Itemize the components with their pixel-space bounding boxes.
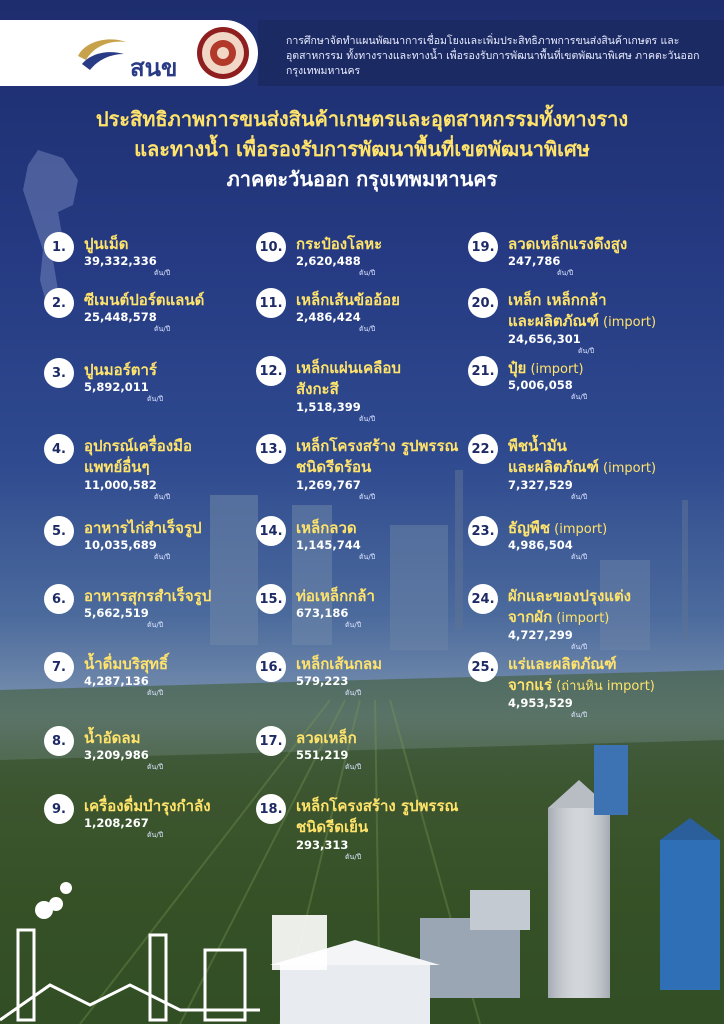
item-number-badge: 12. (256, 356, 286, 386)
item-unit: ตัน/ปี (147, 621, 164, 629)
item-name: เหล็กเส้นข้ออ้อย (296, 291, 400, 309)
item-unit: ตัน/ปี (154, 325, 171, 333)
item-name: เหล็กเส้นกลม (296, 655, 382, 673)
item-number-badge: 11. (256, 288, 286, 318)
item-value: 7,327,529 (508, 478, 573, 492)
item-value: 4,727,299 (508, 628, 573, 642)
item-name: ธัญพืช (import) (508, 519, 608, 537)
item-number-badge: 2. (44, 288, 74, 318)
item-number-badge: 7. (44, 652, 74, 682)
item-value: 1,208,267 (84, 816, 149, 830)
item-name: น้ำดื่มบริสุทธิ์ (84, 655, 169, 673)
item-number-badge: 13. (256, 434, 286, 464)
item-number-badge: 1. (44, 232, 74, 262)
item-value: 25,448,578 (84, 310, 157, 324)
item-name: ปูนเม็ด (84, 235, 129, 253)
item-value: 1,269,767 (296, 478, 361, 492)
item-value: 4,953,529 (508, 696, 573, 710)
item-unit: ตัน/ปี (571, 553, 588, 561)
item-value: 4,287,136 (84, 674, 149, 688)
item-unit: ตัน/ปี (359, 415, 376, 423)
item-name: พืชน้ำมัน และผลิตภัณฑ์ (import) (508, 437, 657, 476)
item-unit: ตัน/ปี (359, 325, 376, 333)
item-number-badge: 4. (44, 434, 74, 464)
item-number-badge: 25. (468, 652, 498, 682)
item-name: เหล็ก เหล็กกล้า และผลิตภัณฑ์ (import) (508, 291, 657, 330)
item-unit: ตัน/ปี (147, 689, 164, 697)
item-unit: ตัน/ปี (571, 493, 588, 501)
item-number-badge: 24. (468, 584, 498, 614)
item-unit: ตัน/ปี (345, 853, 362, 861)
item-name: ลวดเหล็ก (296, 729, 357, 747)
item-unit: ตัน/ปี (359, 269, 376, 277)
item-name: เหล็กแผ่นเคลือบ สังกะสี (296, 359, 401, 398)
item-number-badge: 3. (44, 358, 74, 388)
item-value: 2,486,424 (296, 310, 361, 324)
item-unit: ตัน/ปี (147, 395, 164, 403)
item-value: 673,186 (296, 606, 349, 620)
item-number-badge: 14. (256, 516, 286, 546)
item-value: 5,892,011 (84, 380, 149, 394)
item-import-tag: (import) (598, 315, 657, 330)
item-import-tag: (import) (552, 611, 610, 626)
item-unit: ตัน/ปี (147, 831, 164, 839)
item-unit: ตัน/ปี (345, 689, 362, 697)
item-value: 3,209,986 (84, 748, 149, 762)
item-name: ปูนมอร์ตาร์ (84, 361, 157, 379)
item-value: 2,620,488 (296, 254, 361, 268)
item-number-badge: 6. (44, 584, 74, 614)
item-value: 24,656,301 (508, 332, 581, 346)
item-name: เหล็กโครงสร้าง รูปพรรณ ชนิดรีดเย็น (296, 797, 459, 836)
item-number-badge: 10. (256, 232, 286, 262)
title-line-3: ภาคตะวันออก กรุงเทพมหานคร (226, 167, 498, 191)
item-name: เหล็กลวด (296, 519, 357, 537)
item-number-badge: 17. (256, 726, 286, 756)
item-number-badge: 16. (256, 652, 286, 682)
item-name: น้ำอัดลม (84, 729, 141, 747)
item-name: อุปกรณ์เครื่องมือ แพทย์อื่นๆ (84, 437, 193, 476)
item-number-badge: 8. (44, 726, 74, 756)
item-number-badge: 5. (44, 516, 74, 546)
item-unit: ตัน/ปี (359, 553, 376, 561)
item-unit: ตัน/ปี (154, 269, 171, 277)
org-name: สนข (130, 54, 178, 82)
item-unit: ตัน/ปี (345, 763, 362, 771)
item-value: 293,313 (296, 838, 349, 852)
item-value: 10,035,689 (84, 538, 157, 552)
item-name: ซีเมนต์ปอร์ตแลนด์ (84, 291, 205, 309)
header-description: การศึกษาจัดทำแผนพัฒนาการเชื่อมโยงและเพิ่มประสิทธิภาพการขนส่งสินค้าเกษตร และอุตสาหกรรม ทั้งทางรางและทางน้ำ เพื่อรองรับการพัฒนาพื้นที่เขตพัฒนาพิเศษ ภาคตะวันออก กรุงเทพมหานคร (286, 35, 700, 77)
title-line-1: ประสิทธิภาพการขนส่งสินค้าเกษตรและอุตสาหกรรมทั้งทางราง (95, 107, 629, 131)
item-value: 11,000,582 (84, 478, 157, 492)
item-unit: ตัน/ปี (359, 493, 376, 501)
item-number-badge: 23. (468, 516, 498, 546)
item-name: อาหารสุกรสำเร็จรูป (84, 587, 212, 605)
item-number-badge: 20. (468, 288, 498, 318)
item-name: ผักและของปรุงแต่ง จากผัก (import) (508, 587, 632, 626)
title-line-2: และทางน้ำ เพื่อรองรับการพัฒนาพื้นที่เขตพัฒนาพิเศษ (134, 137, 590, 161)
item-number-badge: 15. (256, 584, 286, 614)
item-unit: ตัน/ปี (147, 763, 164, 771)
item-number-badge: 21. (468, 356, 498, 386)
item-name: เหล็กโครงสร้าง รูปพรรณ ชนิดรีดร้อน (296, 437, 459, 476)
item-unit: ตัน/ปี (345, 621, 362, 629)
item-unit: ตัน/ปี (571, 393, 588, 401)
item-value: 5,662,519 (84, 606, 149, 620)
item-import-tag: (import) (550, 522, 608, 537)
item-unit: ตัน/ปี (571, 643, 588, 651)
item-import-tag: (import) (526, 362, 584, 377)
item-unit: ตัน/ปี (571, 711, 588, 719)
item-unit: ตัน/ปี (154, 493, 171, 501)
item-import-tag: (import) (598, 461, 657, 476)
item-value: 551,219 (296, 748, 349, 762)
item-value: 39,332,336 (84, 254, 157, 268)
item-value: 5,006,058 (508, 378, 573, 392)
item-name: ปุ๋ย (import) (508, 359, 584, 377)
item-value: 1,145,744 (296, 538, 361, 552)
item-value: 4,986,504 (508, 538, 573, 552)
item-value: 247,786 (508, 254, 561, 268)
item-number-badge: 19. (468, 232, 498, 262)
item-name: กระป๋องโลหะ (296, 235, 383, 253)
item-value: 1,518,399 (296, 400, 361, 414)
item-number-badge: 22. (468, 434, 498, 464)
item-name: ท่อเหล็กกล้า (296, 587, 375, 605)
item-name: อาหารไก่สำเร็จรูป (84, 519, 202, 537)
item-name: ลวดเหล็กแรงดึงสูง (508, 235, 628, 253)
item-name: เครื่องดื่มบำรุงกำลัง (84, 797, 211, 815)
item-number-badge: 9. (44, 794, 74, 824)
item-value: 579,223 (296, 674, 349, 688)
item-import-tag: (ถ่านหิน import) (552, 679, 655, 694)
item-number-badge: 18. (256, 794, 286, 824)
item-unit: ตัน/ปี (154, 553, 171, 561)
item-name: แร่และผลิตภัณฑ์ จากแร่ (ถ่านหิน import) (508, 655, 655, 694)
item-unit: ตัน/ปี (557, 269, 574, 277)
item-unit: ตัน/ปี (578, 347, 595, 355)
